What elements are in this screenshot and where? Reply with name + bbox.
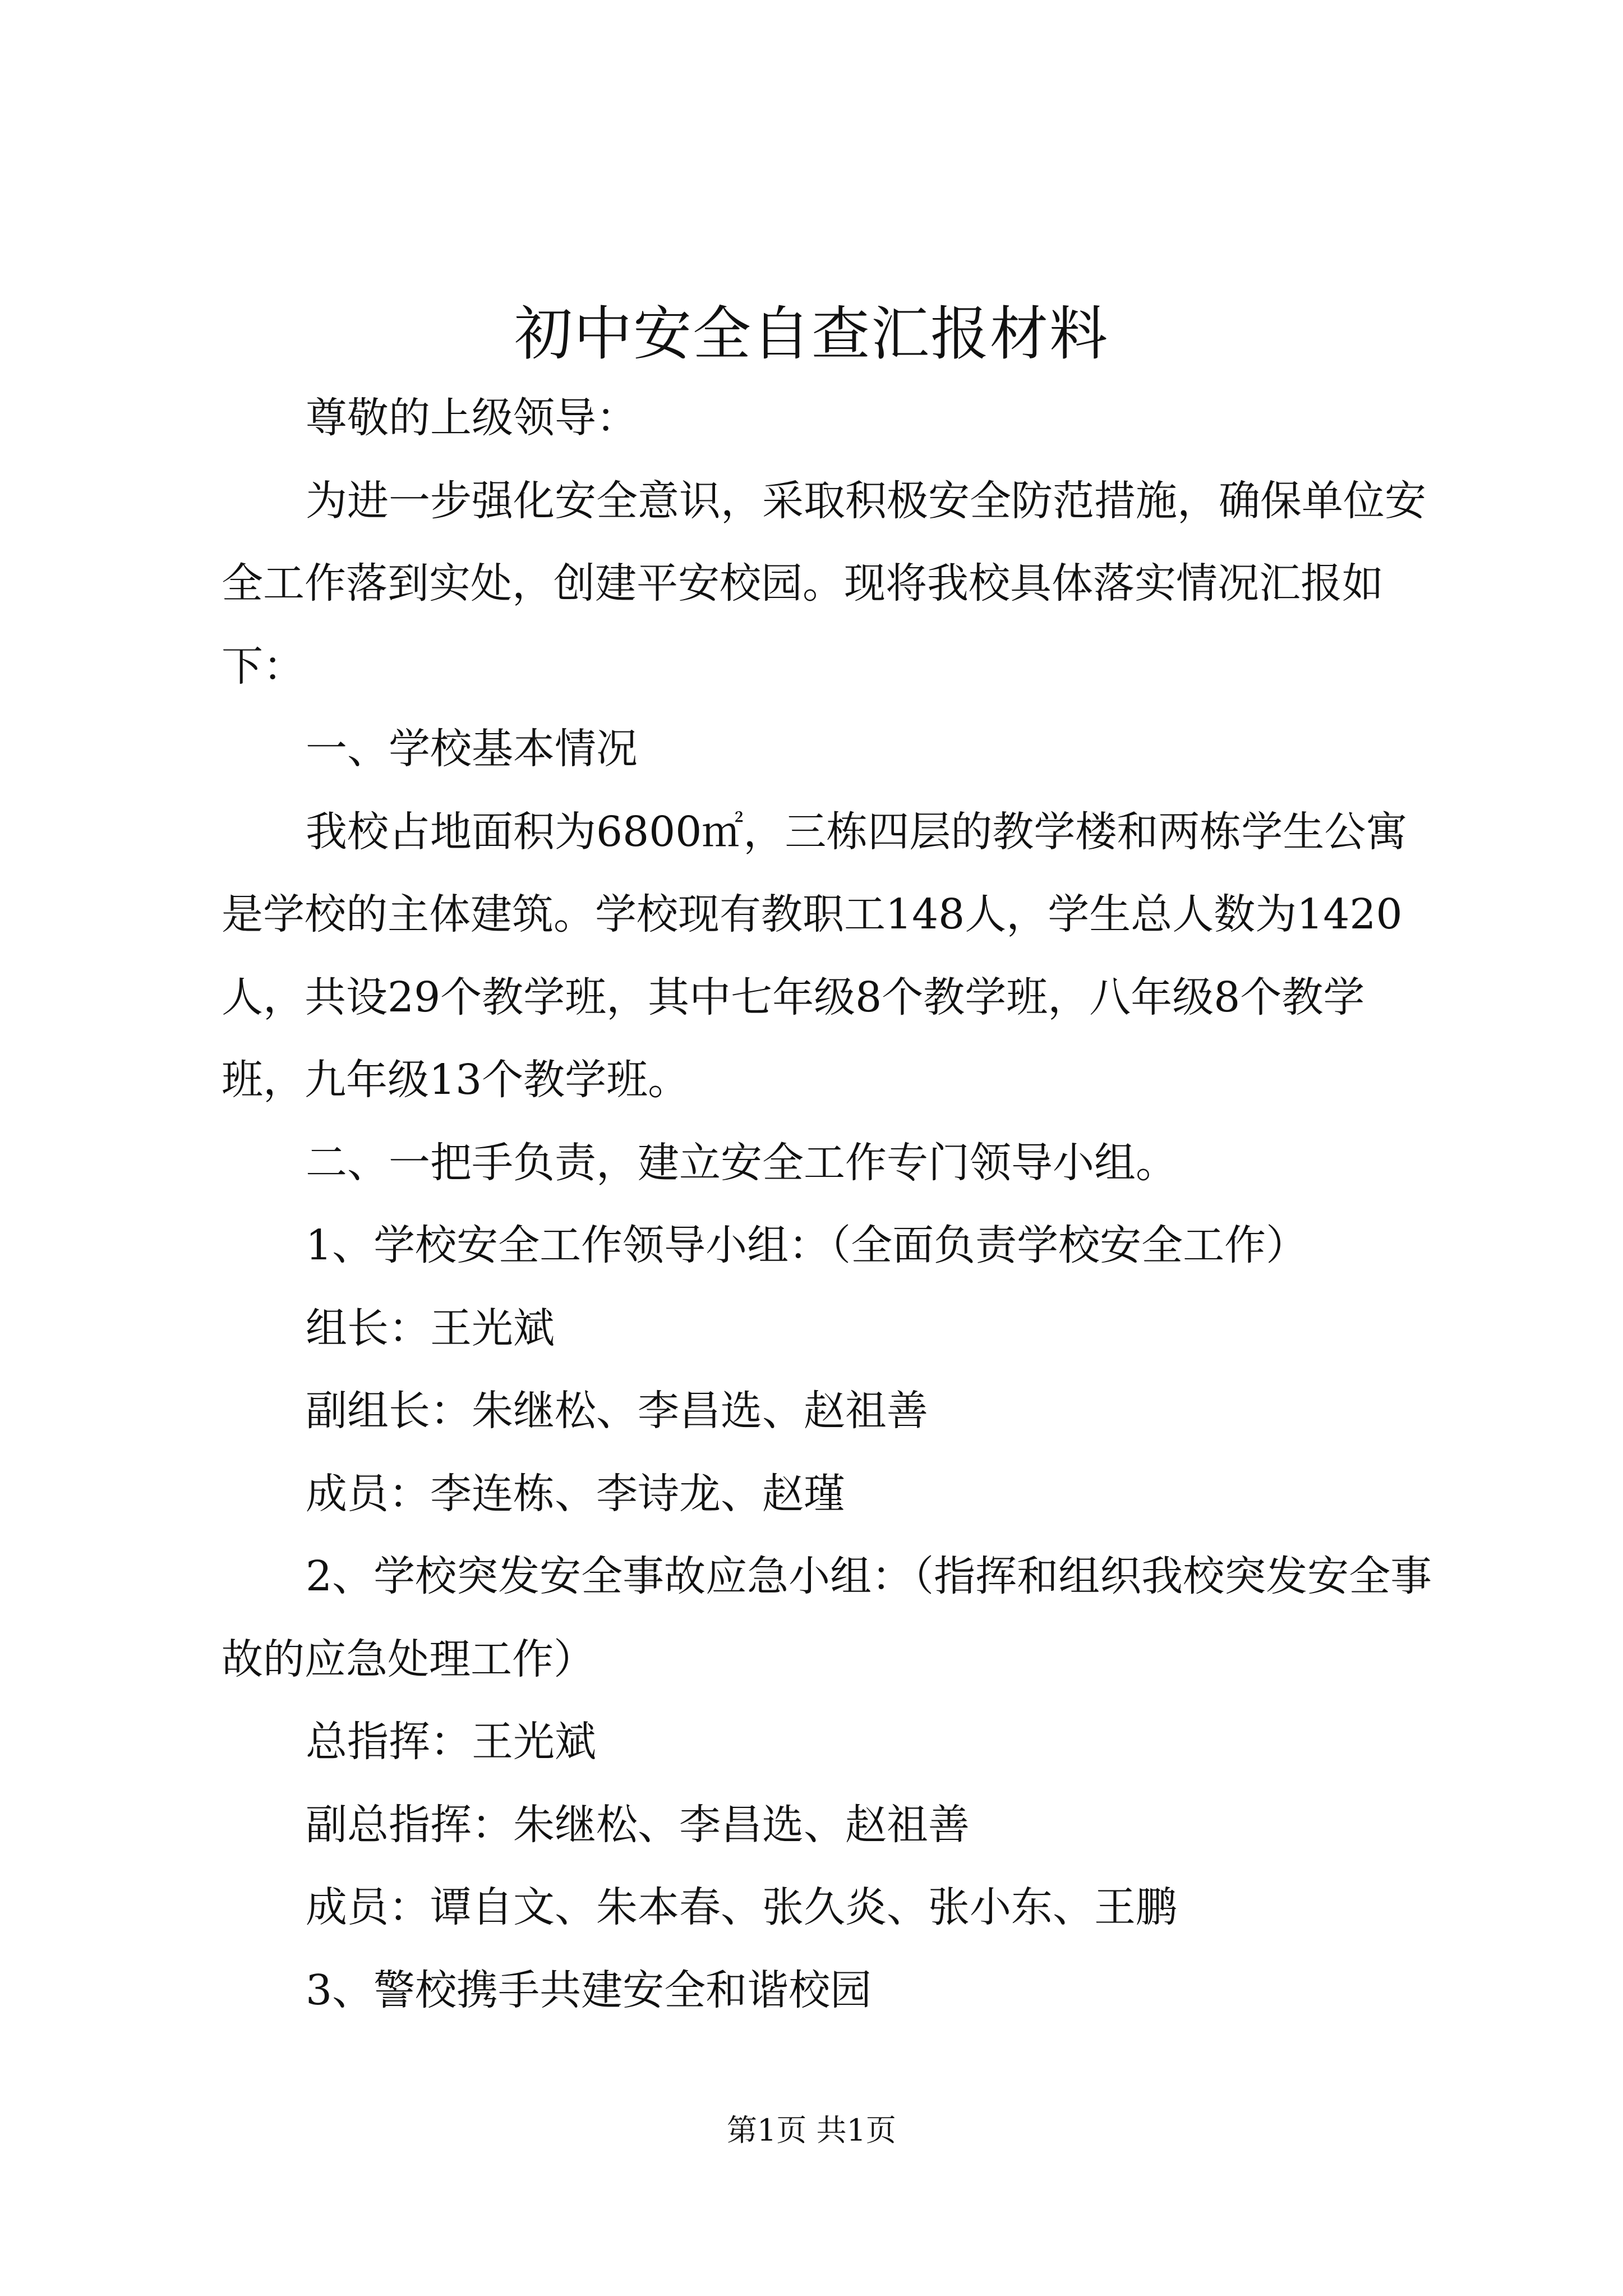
page-footer: 第1页 共1页 [727,2113,896,2148]
document-body [222,377,1436,2032]
paragraph-commander: 总指挥：王光斌 [306,1718,596,1766]
paragraph-basic-info: 我校占地面积为6800㎡，三栋四层的教学楼和两栋学生公寓是学校的主体建筑。学校现有教职工148人，学生总人数为1420人，共设29个教学班，其中七年级8个教学班，八年级8个教学班，九年级13个教学班。 [222,807,1408,1104]
paragraph-deputy-leaders: 副组长：朱继松、李昌选、赵祖善 [306,1387,928,1435]
document-title: 初中安全自查汇报材料 [514,300,1109,368]
paragraph-police-school: 3、警校携手共建安全和谐校园 [306,1966,872,2014]
paragraph-group-leader: 组长：王光斌 [306,1304,555,1352]
paragraph-emergency-members: 成员：谭自文、朱本春、张久炎、张小东、王鹏 [306,1883,1177,1931]
paragraph-deputy-commanders: 副总指挥：朱继松、李昌选、赵祖善 [306,1800,970,1849]
section-heading-basic-info: 一、学校基本情况 [306,725,638,773]
paragraph-leadership-group: 1、学校安全工作领导小组：（全面负责学校安全工作） [306,1221,1308,1269]
paragraph-members: 成员：李连栋、李诗龙、赵瑾 [306,1469,845,1518]
paragraph-emergency-group: 2、学校突发安全事故应急小组：（指挥和组织我校突发安全事故的应急处理工作） [222,1552,1432,1683]
section-heading-leadership: 二、一把手负责，建立安全工作专门领导小组。 [306,1138,1177,1187]
paragraph-intro: 为进一步强化安全意识，采取积极安全防范措施，确保单位安全工作落到实处，创建平安校园。现将我校具体落实情况汇报如下： [222,476,1426,691]
paragraph-salutation: 尊敬的上级领导： [306,394,638,442]
